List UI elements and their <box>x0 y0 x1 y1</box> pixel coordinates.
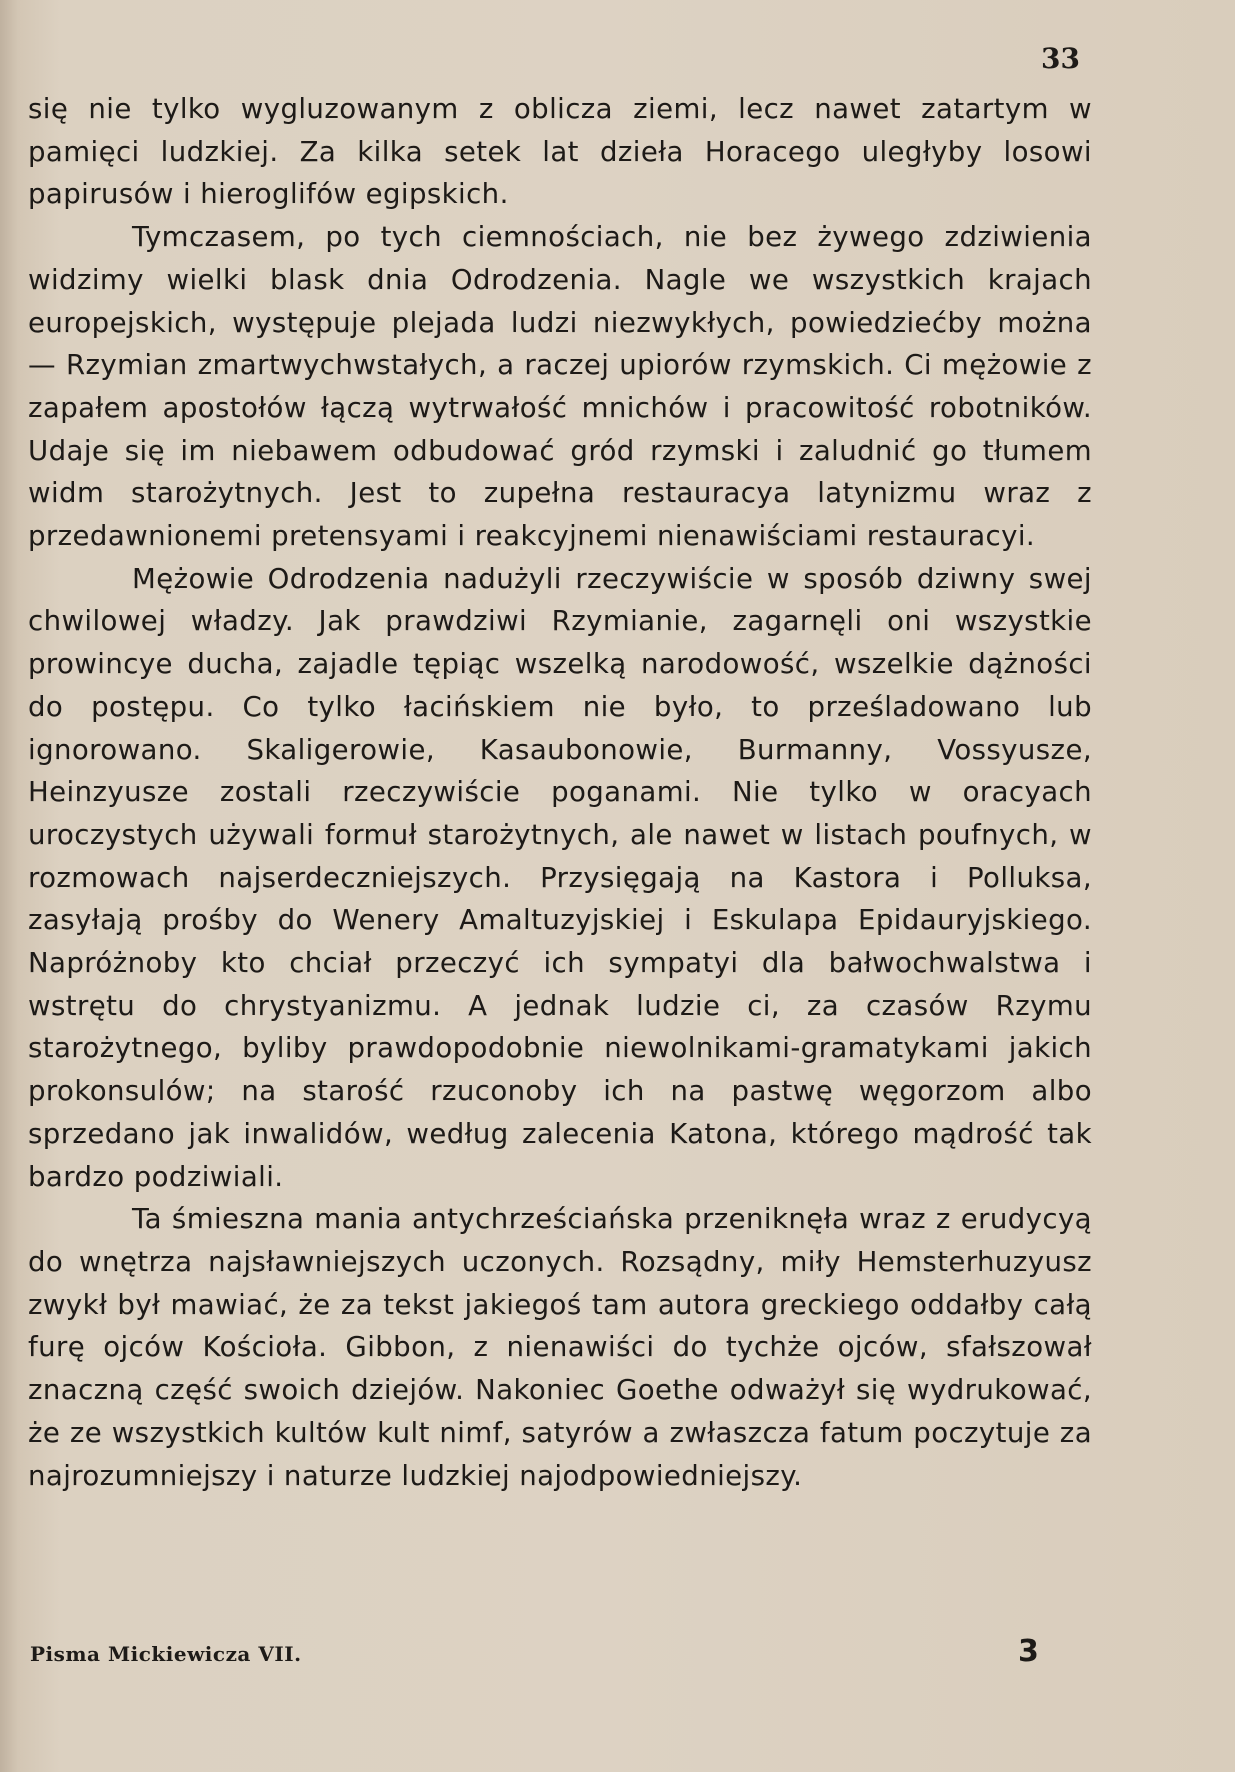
page-number: 33 <box>1041 42 1080 75</box>
paragraph: Mężowie Odrodzenia nadużyli rzeczywiście w sposób dziwny swej chwilowej władzy. Jak prawdziwi Rzymianie, zagarnęli oni wszystkie prowincye ducha, zajadle tępiąc wszelką narodowość, wszelkie dążności do postępu. Co tylko łacińskiem nie było, to prześladowano lub ignorowano. Skaligerowie, Kasaubonowie, Burmanny, Vossyusze, Heinzyusze zostali rzeczywiście poganami. Nie tylko w oracyach uroczystych używali formuł starożytnych, ale nawet w listach poufnych, w rozmowach najserdeczniejszych. Przysięgają na Kastora i Polluksa, zasyłają prośby do Wenery Amaltuzyjskiej i Eskulapa Epidauryjskiego. Napróżnoby kto chciał przeczyć ich sympatyi dla bałwochwalstwa i wstrętu do chrystyanizmu. A jednak ludzie ci, za czasów Rzymu starożytnego, byliby prawdopodobnie niewolnikami-gramatykami jakich prokonsulów; na starość rzuconoby ich na pastwę węgorzom albo sprzedano jak inwalidów, według zalecenia Katona, którego mądrość tak bardzo podziwiali. <box>28 561 1092 1193</box>
paragraph: Tymczasem, po tych ciemnościach, nie bez żywego zdziwienia widzimy wielki blask dnia Odrodzenia. Nagle we wszystkich krajach europejskich, występuje plejada ludzi niezwykłych, powiedziećby można — Rzymian zmartwychwstałych, a raczej upiorów rzymskich. Ci mężowie z zapałem apostołów łączą wytrwałość mnichów i pracowitość robotników. Udaje się im niebawem odbudować gród rzymski i zaludnić go tłumem widm starożytnych. Jest to zupełna restauracya latynizmu wraz z przedawnionemi pretensyami i reakcyjnemi nienawiściami restauracyi. <box>28 220 1092 553</box>
signature-mark: 3 <box>1018 1634 1039 1669</box>
paragraph: się nie tylko wygluzowanym z oblicza ziemi, lecz nawet zatartym w pamięci ludzkiej. Za kilka setek lat dzieła Horacego uległyby losowi papirusów i hieroglifów egipskich. <box>28 92 1092 211</box>
body-text <box>28 88 1092 1497</box>
footer-title: Pisma Mickiewicza VII. <box>30 1642 302 1666</box>
paragraph: Ta śmieszna mania antychrześciańska przeniknęła wraz z erudycyą do wnętrza najsławniejszych uczonych. Rozsądny, miły Hemsterhuzyusz zwykł był mawiać, że za tekst jakiegoś tam autora greckiego oddałby całą furę ojców Kościoła. Gibbon, z nienawiści do tychże ojców, sfałszował znaczną część swoich dziejów. Nakoniec Goethe odważył się wydrukować, że ze wszystkich kultów kult nimf, satyrów a zwłaszcza fatum poczytuje za najrozumniejszy i naturze ludzkiej najodpowiedniejszy. <box>28 1202 1092 1492</box>
